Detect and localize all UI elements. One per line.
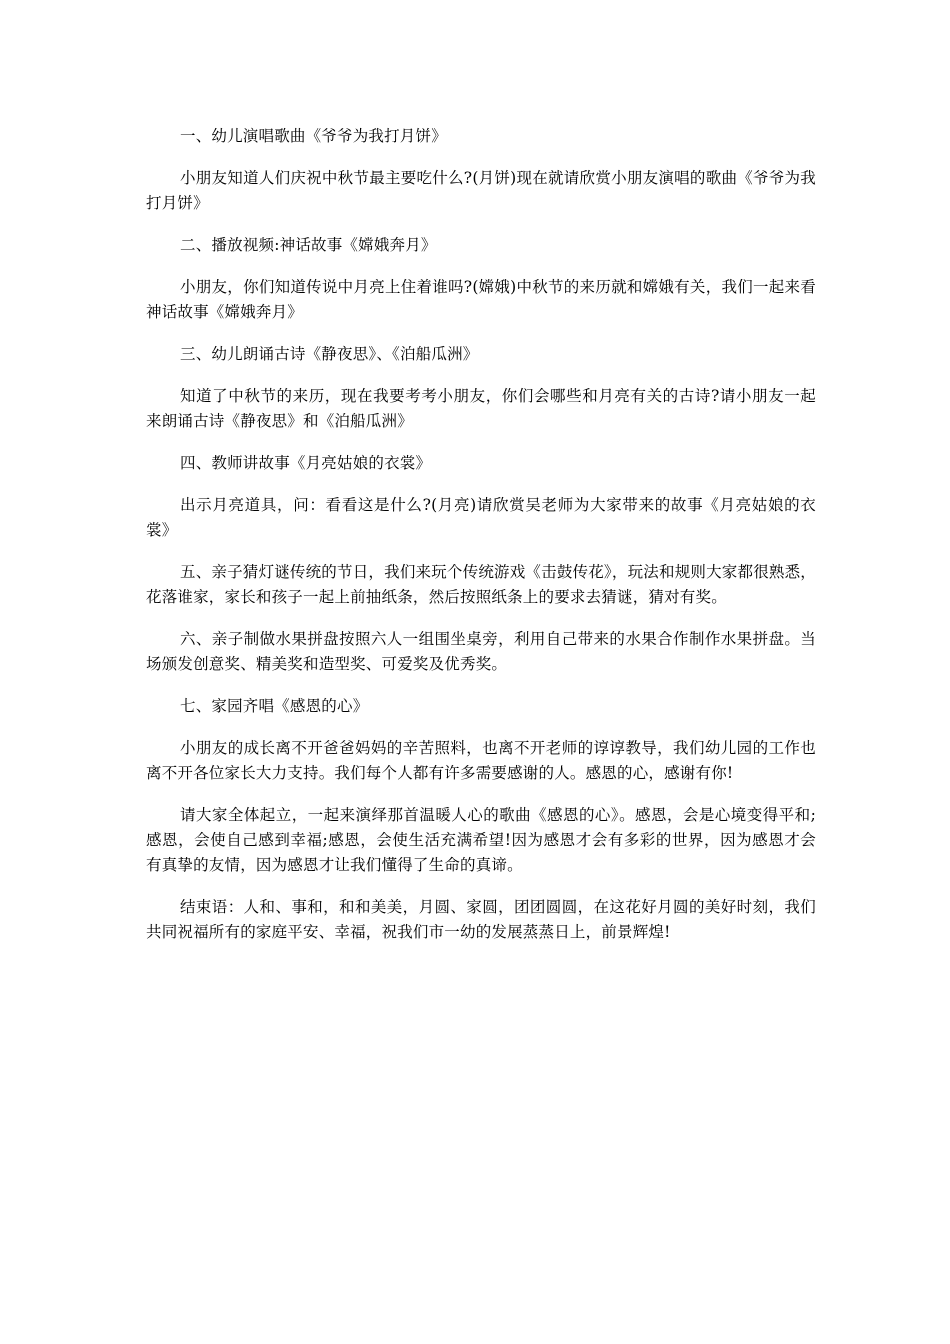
- section-heading-4: 四、教师讲故事《月亮姑娘的衣裳》: [180, 454, 432, 472]
- body-paragraph-8: 请大家全体起立，一起来演绎那首温暖人心的歌曲《感恩的心》。感恩，会是心境变得平和;感恩，会使自己感到幸福;感恩，会使生活充满希望!因为感恩才会有多彩的世界，因为感恩才会有真挚的友情，因为感恩才让我们懂得了生命的真谛。: [146, 806, 816, 874]
- section-heading-1: 一、幼儿演唱歌曲《爷爷为我打月饼》: [180, 127, 447, 145]
- closing-paragraph: 结束语：人和、事和，和和美美，月圆、家圆，团团圆圆，在这花好月圆的美好时刻，我们共同祝福所有的家庭平安、幸福，祝我们市一幼的发展蒸蒸日上，前景辉煌!: [146, 898, 816, 941]
- body-paragraph-2: 小朋友，你们知道传说中月亮上住着谁吗?(嫦娥)中秋节的来历就和嫦娥有关，我们一起来看神话故事《嫦娥奔月》: [146, 278, 816, 321]
- body-paragraph-4: 出示月亮道具，问：看看这是什么?(月亮)请欣赏吴老师为大家带来的故事《月亮姑娘的衣裳》: [146, 496, 816, 539]
- body-paragraph-5: 五、亲子猜灯谜传统的节日，我们来玩个传统游戏《击鼓传花》，玩法和规则大家都很熟悉，花落谁家，家长和孩子一起上前抽纸条，然后按照纸条上的要求去猜谜，猜对有奖。: [146, 563, 816, 606]
- body-paragraph-7: 小朋友的成长离不开爸爸妈妈的辛苦照料，也离不开老师的谆谆教导，我们幼儿园的工作也离不开各位家长大力支持。我们每个人都有许多需要感谢的人。感恩的心，感谢有你!: [146, 739, 816, 782]
- body-paragraph-3: 知道了中秋节的来历，现在我要考考小朋友，你们会哪些和月亮有关的古诗?请小朋友一起来朗诵古诗《静夜思》和《泊船瓜洲》: [146, 387, 816, 430]
- body-paragraph-6: 六、亲子制做水果拼盘按照六人一组围坐桌旁，利用自己带来的水果合作制作水果拼盘。当场颁发创意奖、精美奖和造型奖、可爱奖及优秀奖。: [146, 630, 816, 673]
- section-heading-7: 七、家园齐唱《感恩的心》: [180, 697, 369, 715]
- section-heading-2: 二、播放视频:神话故事《嫦娥奔月》: [180, 236, 437, 254]
- body-paragraph-1: 小朋友知道人们庆祝中秋节最主要吃什么?(月饼)现在就请欣赏小朋友演唱的歌曲《爷爷为我打月饼》: [146, 169, 816, 212]
- document-page: [146, 124, 816, 962]
- section-heading-3: 三、幼儿朗诵古诗《静夜思》、《泊船瓜洲》: [180, 345, 479, 363]
